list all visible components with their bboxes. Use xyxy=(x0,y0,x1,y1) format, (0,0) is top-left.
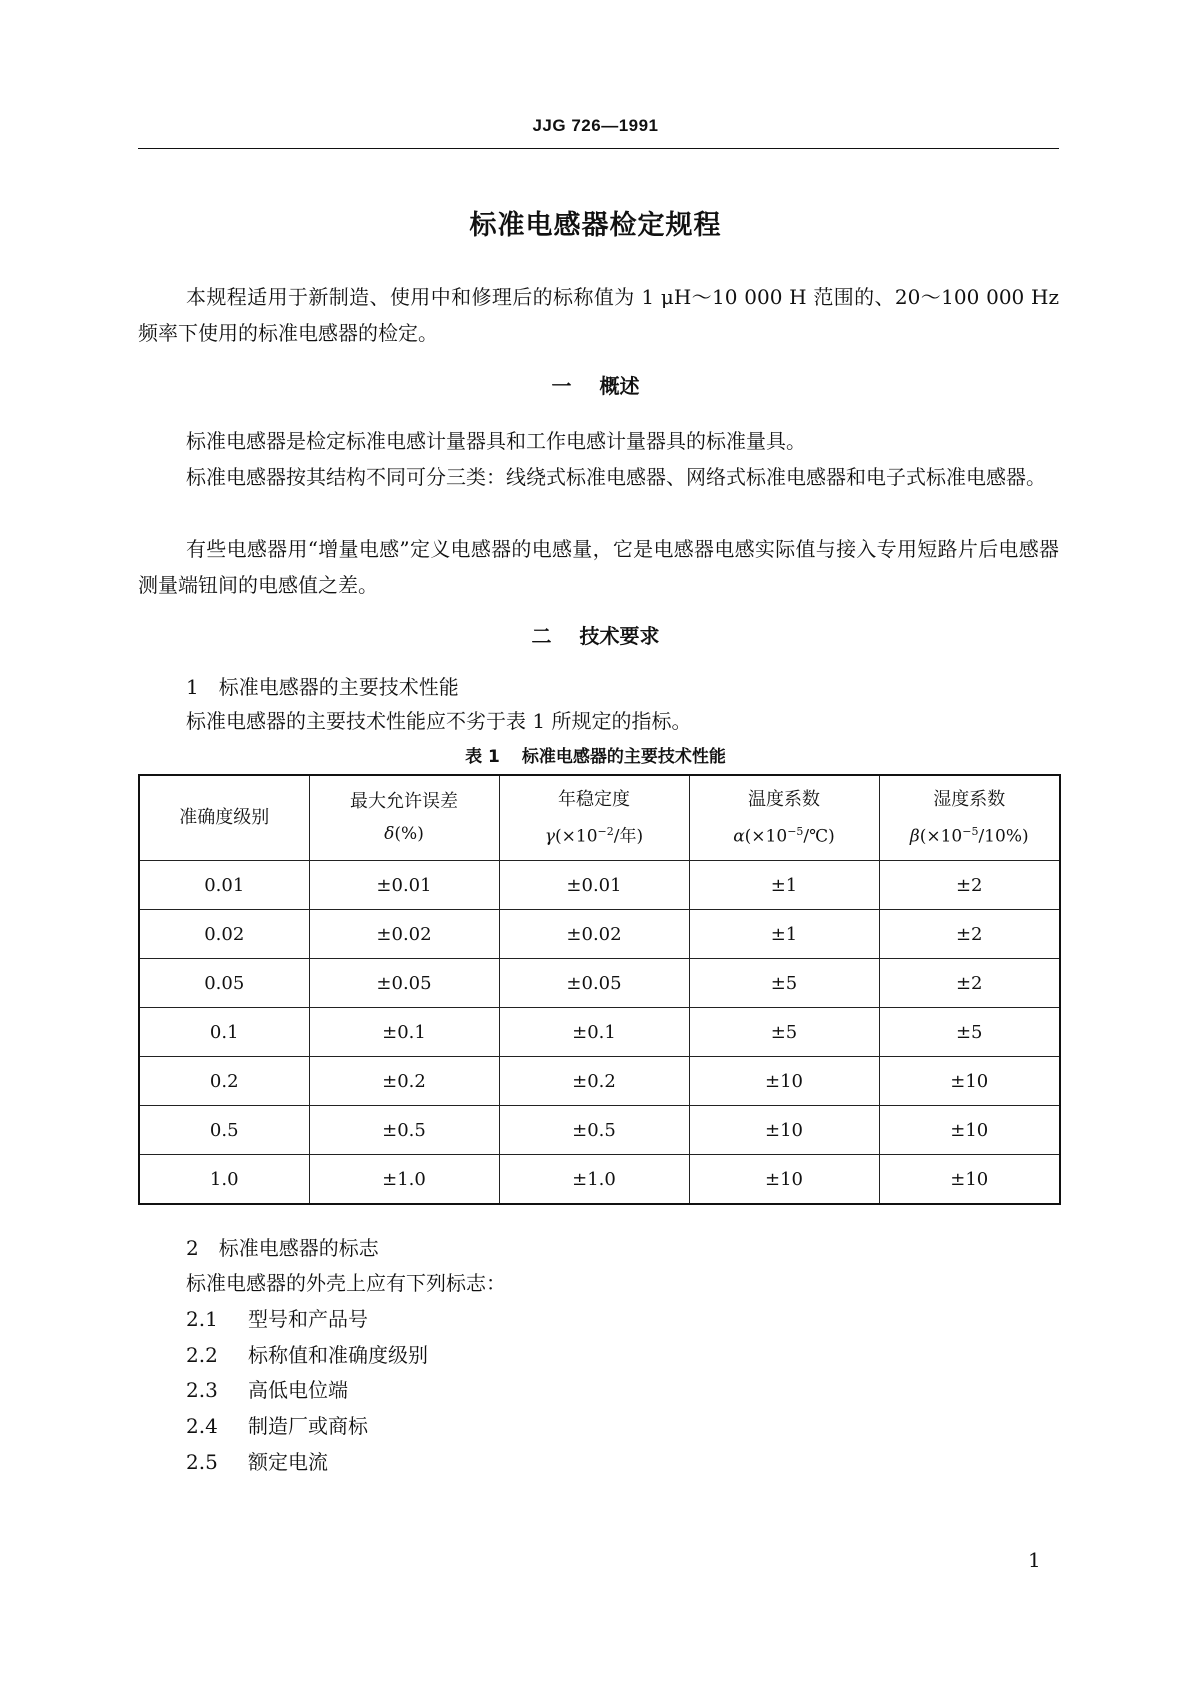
table-row xyxy=(139,1008,1060,1057)
table-cell: ±1 xyxy=(689,861,879,910)
list-item: 2.3 高低电位端 xyxy=(186,1378,348,1402)
table-cell: ±0.02 xyxy=(309,910,499,959)
table-cell: ±0.01 xyxy=(309,861,499,910)
section-1-paragraph-1: 标准电感器是检定标准电感计量器具和工作电感计量器具的标准量具。 xyxy=(186,429,806,453)
clause-2-heading: 2 标准电感器的标志 xyxy=(186,1236,379,1260)
table-cell: 0.05 xyxy=(139,959,309,1008)
header-max-error xyxy=(309,775,499,861)
table-cell: ±0.05 xyxy=(309,959,499,1008)
table-row xyxy=(139,1106,1060,1155)
table-cell: ±5 xyxy=(689,1008,879,1057)
list-item: 2.5 额定电流 xyxy=(186,1450,328,1474)
page-number: 1 xyxy=(1028,1548,1041,1572)
table-caption-number: 表 1 xyxy=(465,747,500,767)
table-cell: ±10 xyxy=(879,1057,1060,1106)
clause-2-text: 标准电感器的外壳上应有下列标志： xyxy=(186,1271,506,1295)
header-symbol: $\alpha(\times 10^{-5}/℃)$ xyxy=(733,824,835,847)
table-cell: 0.1 xyxy=(139,1008,309,1057)
clause-1-heading: 1 标准电感器的主要技术性能 xyxy=(186,675,459,699)
table-cell: 1.0 xyxy=(139,1155,309,1205)
table-cell: ±0.2 xyxy=(499,1057,689,1106)
table-cell: ±10 xyxy=(689,1057,879,1106)
table-cell: ±5 xyxy=(879,1008,1060,1057)
header-name: 准确度级别 xyxy=(179,807,270,828)
table-row xyxy=(139,861,1060,910)
table-cell: ±0.05 xyxy=(499,959,689,1008)
table-cell: ±0.02 xyxy=(499,910,689,959)
table-cell: ±0.1 xyxy=(309,1008,499,1057)
clause-1-text: 标准电感器的主要技术性能应不劣于表 1 所规定的指标。 xyxy=(186,709,692,733)
table-cell: ±10 xyxy=(879,1106,1060,1155)
table-cell: ±1.0 xyxy=(499,1155,689,1205)
table-cell: ±2 xyxy=(879,861,1060,910)
section-2-heading xyxy=(0,620,1191,649)
header-annual-stability xyxy=(499,775,689,861)
table-row xyxy=(139,1057,1060,1106)
performance-table xyxy=(138,774,1061,1205)
section-1-paragraph-3: 有些电感器用“增量电感”定义电感器的电感量，它是电感器电感实际值与接入专用短路片后电感器测量端钮间的电感值之差。 xyxy=(138,537,1059,597)
table-cell: ±1.0 xyxy=(309,1155,499,1205)
table-cell: 0.02 xyxy=(139,910,309,959)
table-cell: ±0.1 xyxy=(499,1008,689,1057)
table-cell: ±0.5 xyxy=(309,1106,499,1155)
table-caption-title: 标准电感器的主要技术性能 xyxy=(521,747,726,767)
header-name: 年稳定度 xyxy=(558,788,630,810)
header-temperature-coefficient xyxy=(689,775,879,861)
standard-code-header: JJG 726—1991 xyxy=(532,116,659,135)
table-cell: ±2 xyxy=(879,959,1060,1008)
table-cell: 0.5 xyxy=(139,1106,309,1155)
section-1-title: 概述 xyxy=(599,374,640,398)
table-cell: ±10 xyxy=(879,1155,1060,1205)
header-symbol: $\beta(\times 10^{-5}/10\%)$ xyxy=(909,824,1029,847)
header-humidity-coefficient xyxy=(879,775,1060,861)
table-row xyxy=(139,910,1060,959)
list-item: 2.4 制造厂或商标 xyxy=(186,1414,368,1438)
header-rule xyxy=(138,148,1059,149)
list-item: 2.2 标称值和准确度级别 xyxy=(186,1343,428,1367)
header-name: 温度系数 xyxy=(748,788,820,810)
table-cell: ±0.5 xyxy=(499,1106,689,1155)
intro-paragraph: 本规程适用于新制造、使用中和修理后的标称值为 1 μH～10 000 H 范围的、20～100 000 Hz 频率下使用的标准电感器的检定。 xyxy=(138,285,1059,345)
table-cell: ±5 xyxy=(689,959,879,1008)
document-title: 标准电感器检定规程 xyxy=(469,210,722,241)
table-cell: ±2 xyxy=(879,910,1060,959)
header-symbol: δ(%) xyxy=(384,824,424,844)
section-2-number: 二 xyxy=(531,624,552,648)
table-cell: 0.01 xyxy=(139,861,309,910)
section-2-title: 技术要求 xyxy=(579,624,660,648)
list-item: 2.1 型号和产品号 xyxy=(186,1307,368,1331)
table-row xyxy=(139,1155,1060,1205)
table-cell: ±1 xyxy=(689,910,879,959)
table-cell: 0.2 xyxy=(139,1057,309,1106)
section-1-heading xyxy=(0,370,1191,399)
header-symbol: $\gamma(\times 10^{-2}/$年) xyxy=(544,824,644,847)
table-header-row xyxy=(139,775,1060,861)
section-1-paragraph-2: 标准电感器按其结构不同可分三类：线绕式标准电感器、网络式标准电感器和电子式标准电感器。 xyxy=(186,465,1046,489)
table-caption xyxy=(0,742,1191,767)
table-cell: ±0.01 xyxy=(499,861,689,910)
table-cell: ±0.2 xyxy=(309,1057,499,1106)
table-row xyxy=(139,959,1060,1008)
header-accuracy-class xyxy=(139,775,309,861)
table-cell: ±10 xyxy=(689,1106,879,1155)
section-1-number: 一 xyxy=(551,374,572,398)
header-name: 湿度系数 xyxy=(933,788,1006,810)
header-name: 最大允许误差 xyxy=(350,791,458,812)
table-cell: ±10 xyxy=(689,1155,879,1205)
